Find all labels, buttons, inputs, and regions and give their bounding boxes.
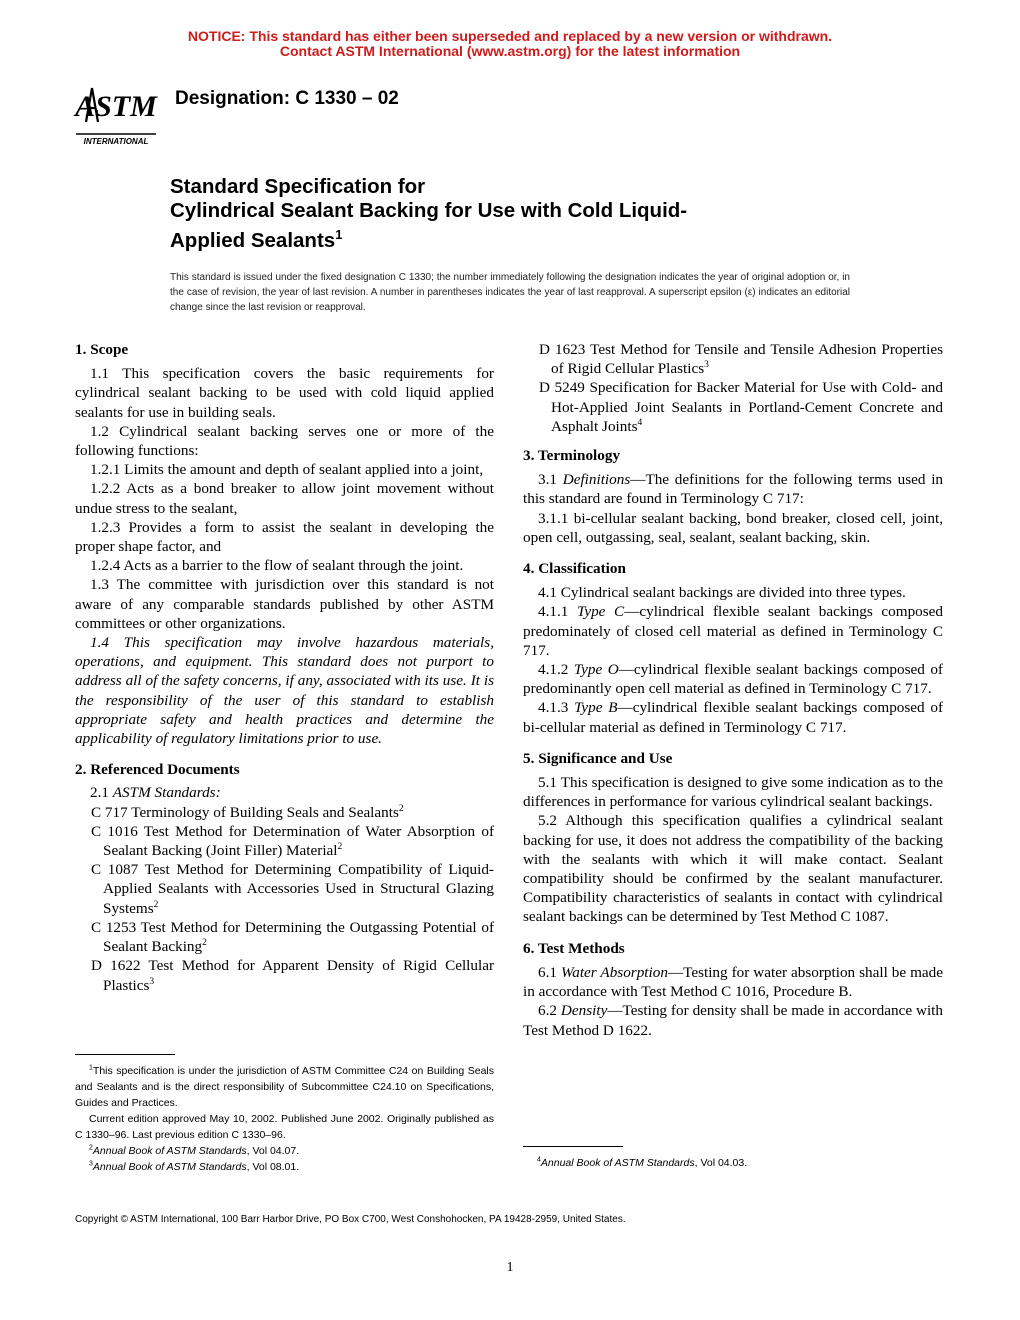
para-4-1-1 [523, 602, 943, 660]
para-6-2-text: —Testing for density shall be made in accordance with Test Method D 1622. [523, 1002, 943, 1039]
para-1-2-1: 1.2.1 Limits the amount and depth of sealant applied into a joint, [90, 461, 484, 479]
copyright: Copyright © ASTM International, 100 Barr Harbor Drive, PO Box C700, West Conshohocken, PA 19428-2959, United States. [75, 1214, 626, 1225]
ref-d1622-text: D 1622 Test Method for Apparent Density of Rigid Cellular Plastics [91, 957, 494, 994]
para-1-4-text: 1.4 This specification may involve hazardous materials, operations, and equipment. This standard does not purport to address all of the safety concerns, if any, associated with its use. It is the responsibility of the user of this standard to establish appropriate safety and health practices and determine the applicability of regulatory limitations prior to use. [75, 634, 494, 748]
ref-c717 [75, 803, 494, 822]
para-4-1-1-type: Type C [577, 603, 625, 621]
para-6-2 [523, 1001, 943, 1039]
para-4-1-3-type: Type B [574, 699, 618, 717]
para-4-1-3-text: —cylindrical flexible sealant backings composed of bi-cellular material as defined in Terminology C 717. [523, 699, 944, 736]
footnote-2 [75, 1143, 494, 1159]
footnote-2-vol: , Vol 04.07. [246, 1145, 300, 1157]
title-line-1: Standard Specification for [170, 175, 426, 198]
footnote-4-vol: , Vol 04.03. [694, 1157, 748, 1169]
section-1-heading: 1. Scope [75, 341, 129, 358]
para-6-1-text: —Testing for water absorption shall be made in accordance with Test Method C 1016, Procedure B. [523, 963, 944, 1001]
designation: Designation: C 1330 – 02 [175, 88, 399, 109]
para-4-1-3-num: 4.1.3 [538, 699, 575, 717]
footnote-rule-left [75, 1054, 175, 1055]
para-4-1-1-text: —cylindrical flexible sealant backings composed predominately of closed cell material as defined in Terminology C 717. [523, 603, 943, 659]
para-1-2: 1.2 Cylindrical sealant backing serves one or more of the following functions: [75, 422, 494, 460]
footnote-3-mark: 3 [89, 1160, 93, 1168]
right-column [523, 340, 943, 1040]
para-6-1-term: Water Absorption [560, 963, 668, 981]
footnote-rule-right [523, 1146, 623, 1147]
footnote-1 [75, 1063, 494, 1111]
footnote-1b: Current edition approved May 10, 2002. Published June 2002. Originally published as C 1330–96. Last previous edition C 1330–96. [75, 1113, 494, 1141]
page-number: 1 [506, 1260, 514, 1275]
title-line-3-text: Applied Sealants [170, 228, 336, 252]
para-1-1: 1.1 This specification covers the basic requirements for cylindrical sealant backing to be used with cold liquid applied sealants for use in building seals. [75, 365, 494, 421]
ref-d5249 [523, 378, 943, 436]
ref-c1253 [75, 918, 494, 956]
standard-note: This standard is issued under the fixed designation C 1330; the number immediately following the designation indicates the year of original adoption or, in the case of revision, the year of last revision. A number in parentheses indicates the year of last reapproval. A superscript epsilon (ε) indicates an editorial change since the last revision or reapproval. [170, 272, 850, 313]
footnote-3 [75, 1159, 494, 1175]
para-6-2-num: 6.2 [538, 1002, 561, 1020]
para-6-1-num: 6.1 [538, 963, 561, 981]
ref-d5249-sup: 4 [637, 417, 643, 428]
ref-c1016-sup: 2 [337, 842, 343, 853]
title-line-3 [170, 223, 810, 253]
ref-d1623-sup: 3 [704, 360, 709, 371]
ref-d1623-text: D 1623 Test Method for Tensile and Tensile Adhesion Properties of Rigid Cellular Plastics [539, 341, 943, 378]
para-1-2-3: 1.2.3 Provides a form to assist the sealant in developing the proper shape factor, and [75, 518, 494, 556]
logo-subtext: INTERNATIONAL [83, 137, 149, 146]
ref-c1253-sup: 2 [202, 938, 207, 949]
title-footnote-mark: 1 [335, 227, 343, 242]
para-4-1-2-num: 4.1.2 [538, 661, 574, 679]
ref-c1016-text: C 1016 Test Method for Determination of Water Absorption of Sealant Backing (Joint Filler) Material [91, 822, 494, 860]
astm-logo [70, 76, 162, 148]
footnote-2-mark: 2 [89, 1144, 93, 1152]
footnotes-left [75, 1063, 494, 1175]
section-3-heading: 3. Terminology [523, 447, 621, 465]
footnote-4-title: Annual Book of ASTM Standards [540, 1157, 695, 1169]
section-2-heading: 2. Referenced Documents [75, 761, 240, 779]
ref-c717-text: C 717 Terminology of Building Seals and Sealants [91, 803, 399, 821]
para-5-1: 5.1 This specification is designed to give some indication as to the differences in performance for various cylindrical sealant backings. [523, 774, 943, 811]
footnote-4 [523, 1155, 943, 1171]
footnote-2-title: Annual Book of ASTM Standards [92, 1145, 247, 1157]
para-1-4 [75, 633, 494, 748]
para-4-1-2-text: —cylindrical flexible sealant backings composed of predominantly open cell material as defined in Terminology C 717. [523, 661, 943, 698]
ref-d5249-text: D 5249 Specification for Backer Material for Use with Cold- and Hot-Applied Joint Sealants in Portland-Cement Concrete and Asphalt Joints [539, 379, 943, 435]
footnote-3-title: Annual Book of ASTM Standards [92, 1161, 247, 1173]
footnote-1-text: This specification is under the jurisdiction of ASTM Committee C24 on Building Seals and Sealants and is the direct responsibility of Subcommittee C24.10 on Specifications, Guides and Practices. [75, 1065, 494, 1109]
footnotes-right [523, 1155, 943, 1171]
ref-c1087-text: C 1087 Test Method for Determining Compatibility of Liquid-Applied Sealants with Accessories Used in Structural Glazing Systems [91, 861, 494, 917]
para-3-1-1: 3.1.1 bi-cellular sealant backing, bond breaker, closed cell, joint, open cell, outgassing, seal, sealant, sealant backing, skin. [523, 509, 943, 546]
footnote-1-mark: 1 [89, 1064, 93, 1072]
ref-d1622 [75, 956, 494, 994]
para-4-1-1-num: 4.1.1 [538, 603, 578, 621]
left-column [75, 340, 494, 995]
para-6-2-term: Density [560, 1002, 608, 1020]
ref-c1253-text: C 1253 Test Method for Determining the Outgassing Potential of Sealant Backing [91, 918, 494, 956]
para-3-1-num: 3.1 [538, 471, 563, 489]
para-4-1-2-type: Type O [573, 661, 619, 679]
ref-c1016 [75, 822, 494, 860]
para-4-1: 4.1 Cylindrical sealant backings are divided into three types. [538, 584, 906, 602]
para-3-1-text: —The definitions for the following terms used in this standard are found in Terminology C 717: [523, 471, 944, 508]
para-6-1 [523, 963, 943, 1001]
section-5-heading: 5. Significance and Use [523, 749, 673, 767]
para-2-1-num: 2.1 [90, 784, 113, 802]
para-5-2: 5.2 Although this specification qualifies a cylindrical sealant backing for use, it does not address the compatibility of the backing with the sealants with which it will make contact. Sealant compatibility should be confirmed by the sealant manufacturer. Compatibility characteristics of sealants in contact with cylindrical sealant backings can be determined by Test Method C 1087. [523, 812, 943, 926]
ref-d1623 [523, 340, 943, 378]
para-3-1 [523, 470, 943, 508]
ref-c1087 [75, 860, 494, 918]
notice-line-2: Contact ASTM International (www.astm.org) for the latest information [279, 43, 741, 59]
section-6-heading: 6. Test Methods [523, 939, 625, 957]
footnote-4-mark: 4 [537, 1156, 541, 1164]
ref-d1622-sup: 3 [149, 976, 155, 987]
section-4-heading: 4. Classification [523, 560, 626, 578]
para-4-1-2 [523, 660, 943, 698]
title-line-2: Cylindrical Sealant Backing for Use with Cold Liquid- [170, 199, 688, 222]
para-2-1-title: ASTM Standards: [112, 784, 221, 802]
footnote-3-vol: , Vol 08.01. [246, 1161, 300, 1173]
para-2-1 [75, 783, 494, 802]
notice-line-1: NOTICE: This standard has either been superseded and replaced by a new version or withdrawn. [187, 28, 833, 44]
logo-text: ASTM [75, 90, 157, 123]
ref-c717-sup: 2 [398, 803, 404, 814]
para-3-1-term: Definitions [562, 471, 631, 489]
ref-c1087-sup: 2 [153, 899, 159, 910]
page-title [170, 175, 810, 253]
para-1-3: 1.3 The committee with jurisdiction over this standard is not aware of any comparable standards published by other ASTM committees or other organizations. [75, 576, 494, 632]
para-4-1-3 [523, 698, 943, 736]
para-1-2-2: 1.2.2 Acts as a bond breaker to allow joint movement without undue stress to the sealant, [75, 480, 494, 517]
para-1-2-4: 1.2.4 Acts as a barrier to the flow of sealant through the joint. [90, 557, 464, 575]
